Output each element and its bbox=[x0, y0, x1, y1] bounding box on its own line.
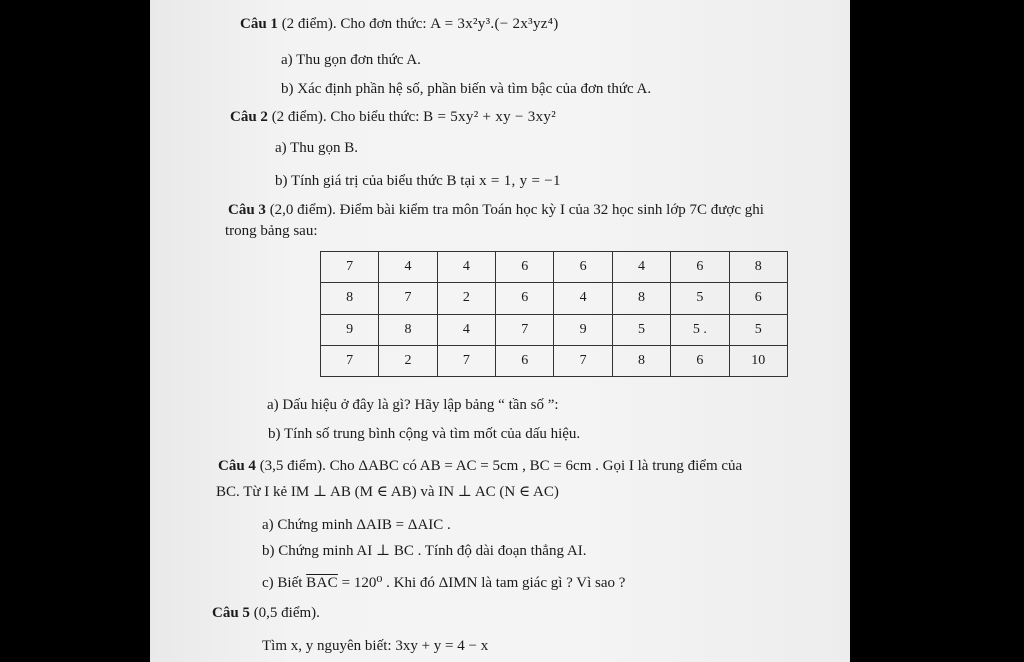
q1-heading: Câu 1 bbox=[240, 16, 278, 32]
table-cell: 8 bbox=[612, 345, 670, 376]
q1-part-a: a) Thu gọn đơn thức A. bbox=[281, 52, 421, 68]
q1-points: (2 điểm). Cho đơn thức: bbox=[277, 16, 431, 32]
q1-line bbox=[240, 15, 559, 33]
table-cell: 10 bbox=[729, 345, 787, 376]
table-cell: 5 bbox=[729, 314, 787, 345]
q2-points: (2 điểm). Cho biểu thức: bbox=[267, 109, 424, 125]
q1-part-b: b) Xác định phần hệ số, phần biến và tìm bậc của đơn thức A. bbox=[281, 81, 652, 97]
table-cell: 4 bbox=[437, 314, 495, 345]
table-cell: 6 bbox=[554, 252, 612, 283]
q4-heading: Câu 4 bbox=[218, 458, 256, 474]
score-table bbox=[320, 251, 788, 377]
table-cell: 8 bbox=[321, 283, 379, 314]
q5-points: (0,5 điểm). bbox=[249, 605, 320, 621]
q3-part-a: a) Dấu hiệu ở đây là gì? Hãy lập bảng “ tần số ”: bbox=[267, 397, 559, 413]
table-cell: 8 bbox=[379, 314, 437, 345]
q4-text: (3,5 điểm). Cho ΔABC có AB = AC = 5cm , BC = 6cm . Gọi I là trung điểm của bbox=[255, 458, 743, 474]
table-cell: 6 bbox=[729, 283, 787, 314]
table-cell: 4 bbox=[379, 252, 437, 283]
table-cell: 2 bbox=[437, 283, 495, 314]
q5-heading: Câu 5 bbox=[212, 605, 250, 621]
table-cell: 6 bbox=[671, 252, 729, 283]
q2-part-b bbox=[275, 172, 561, 190]
table-cell: 9 bbox=[554, 314, 612, 345]
q2-expression: B = 5xy² + xy − 3xy² bbox=[423, 109, 557, 125]
q4-line bbox=[218, 457, 742, 475]
table-cell: 2 bbox=[379, 345, 437, 376]
table-row bbox=[321, 252, 788, 283]
table-row bbox=[321, 283, 788, 314]
table-cell: 4 bbox=[554, 283, 612, 314]
table-row bbox=[321, 314, 788, 345]
table-cell: 6 bbox=[496, 345, 554, 376]
q3-text-cont: trong bảng sau: bbox=[225, 223, 318, 239]
q4-part-b: b) Chứng minh AI ⊥ BC . Tính độ dài đoạn thẳng AI. bbox=[262, 543, 587, 559]
exam-paper bbox=[150, 0, 850, 662]
q2-part-b-values: x = 1, y = −1 bbox=[479, 173, 561, 189]
table-cell: 6 bbox=[496, 252, 554, 283]
table-cell: 7 bbox=[379, 283, 437, 314]
q3-heading: Câu 3 bbox=[228, 202, 266, 218]
table-cell: 8 bbox=[612, 283, 670, 314]
q3-text: (2,0 điểm). Điểm bài kiểm tra môn Toán học kỳ I của 32 học sinh lớp 7C được ghi bbox=[265, 202, 764, 218]
q2-line bbox=[230, 108, 556, 126]
q5-task: Tìm x, y nguyên biết: 3xy + y = 4 − x bbox=[262, 638, 489, 654]
q2-part-b-text: b) Tính giá trị của biểu thức B tại bbox=[275, 173, 480, 189]
table-cell: 5 . bbox=[671, 314, 729, 345]
q5-line bbox=[212, 604, 320, 622]
table-cell: 6 bbox=[671, 345, 729, 376]
table-cell: 5 bbox=[671, 283, 729, 314]
angle-bac: $\overline{BAC}$ bbox=[306, 575, 338, 591]
table-row bbox=[321, 345, 788, 376]
q4-text-cont: BC. Từ I kẻ IM ⊥ AB (M ∈ AB) và IN ⊥ AC (N ∈ AC) bbox=[216, 484, 559, 500]
q3-line bbox=[228, 201, 764, 219]
q1-expression: A = 3x²y³.(− 2x³yz⁴) bbox=[430, 16, 559, 32]
q4-part-a: a) Chứng minh ΔAIB = ΔAIC . bbox=[262, 517, 451, 533]
table-cell: 7 bbox=[321, 345, 379, 376]
table-cell: 7 bbox=[554, 345, 612, 376]
q2-heading: Câu 2 bbox=[230, 109, 268, 125]
table-cell: 4 bbox=[437, 252, 495, 283]
q4-part-c-text: = 120⁰ . Khi đó ΔIMN là tam giác gì ? Vì sao ? bbox=[337, 575, 626, 591]
table-cell: 9 bbox=[321, 314, 379, 345]
q3-part-b: b) Tính số trung bình cộng và tìm mốt của dấu hiệu. bbox=[268, 426, 581, 442]
table-cell: 4 bbox=[612, 252, 670, 283]
table-cell: 7 bbox=[321, 252, 379, 283]
table-cell: 7 bbox=[437, 345, 495, 376]
table-cell: 7 bbox=[496, 314, 554, 345]
table-cell: 6 bbox=[496, 283, 554, 314]
table-cell: 8 bbox=[729, 252, 787, 283]
q4-part-c-label: c) Biết bbox=[262, 575, 307, 591]
table-cell: 5 bbox=[612, 314, 670, 345]
q2-part-a: a) Thu gọn B. bbox=[275, 140, 359, 156]
q4-part-c bbox=[262, 574, 625, 592]
